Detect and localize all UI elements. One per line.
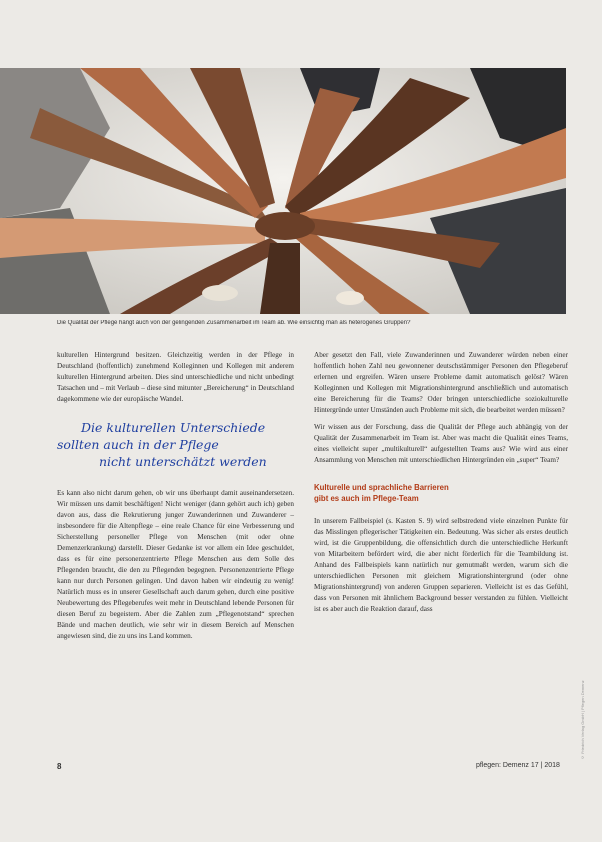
hands-stacked-photo — [0, 68, 566, 314]
photo-caption: Die Qualität der Pflege hängt auch von der gelingenden Zusammenarbeit im Team ab. Wie einsichtig man als heterogenes Gruppen? — [57, 320, 411, 326]
hands-photo-illustration — [0, 68, 566, 314]
pull-quote — [57, 419, 294, 470]
right-column — [314, 350, 568, 621]
right-paragraph-3: In unserem Fallbeispiel (s. Kasten S. 9) wird selbstredend viele einzelnen Punkte für das Misslingen pflegerischer Tätigkeiten ein. Bedeutung. Was sicher als erstes deutlich wird, ist die Gruppenbildung, die offensichtlich durch die unterschiedliche Herkunft von Mitarbeitern befördert wird, die aber nicht förderlich für die Teambildung ist. Anhand des Fallbeispiels kann natürlich nur gemutmaßt werden, warum sich die unterschiedlichen Personen mit gleichem Migrationshintergrund (oder ohne Migrationshintergrund) von anderen Gruppen separieren. Vielleicht ist es das Gefühl, dass von Personen mit ähnlichem Background besser verstanden zu fühlen. Vielleicht ist es aber auch die Reaktion darauf, dass — [314, 517, 568, 613]
right-paragraph-1: Aber gesetzt den Fall, viele Zuwanderinnen und Zuwanderer würden neben einer hoffentlich hohen Zahl neu gewonnener deutschstämmiger Personen den Pflegeberuf erlernen und ergreifen. Wären unsere Probleme damit automatisch gelöst? Wären Kolleginnen und Kollegen mit Migrationshintergrund anschließlich und automatisch eine Bereicherung für die Teams? Oder bringen unterschiedliche soziokulturelle Hintergründe unter Umständen auch Probleme mit sich, die bearbeitet werden müssen? — [314, 351, 568, 414]
pull-quote-line-1: Die kulturellen Unterschiede — [81, 420, 266, 435]
side-copyright-note: © Friedrich Verlag GmbH | Pflegen Demenz — [580, 680, 585, 760]
section-subheading — [314, 482, 568, 504]
subheading-line-1: Kulturelle und sprachliche Barrieren — [314, 483, 449, 492]
pull-quote-line-3: nicht unterschätzt werden — [99, 454, 267, 469]
journal-name: pflegen: Demenz 17 | 2018 — [476, 762, 560, 769]
pull-quote-line-2: sollten auch in der Pflege — [57, 437, 219, 452]
left-paragraph-1: kulturellen Hintergrund besitzen. Gleichzeitig werden in der Pflege in Deutschland (hoffentlich) zunehmend Kolleginnen und Kollegen mit anderem kulturellen Hintergrund arbeiten. Dies sind unterschiedliche und nicht unbedingt Tatsachen und – mit Verlaub – diese sind mitunter „Bereicherung“ in Deutschland dagekommene wie der europäische Wandel. — [57, 351, 294, 403]
left-column — [57, 350, 294, 648]
left-paragraph-2: Es kann also nicht darum gehen, ob wir uns überhaupt damit auseinandersetzen. Wir müssen uns damit beschäftigen! Nicht weniger (dann gehört auch ich) geben davon aus, dass die Rekrutierung junger Zuwanderinnen und Zuwanderer – insbesondere für die Altenpflege – eine reale Chance für eine Verbesserung und Sicherstellung personeller Pflege von Menschen (mit oder ohne Demenzerkrankung) darstellt. Dieser Gedanke ist vor allem ein Idee geschuldet, dass es für eine personenzentrierte Pflege Menschen aus dem Solle des Pflegenden braucht, die den zu Pflegenden begegnen. Personenzentrierte Pflege kann nur durch Personen gelingen. Und davon haben wir eindeutig zu wenig! Natürlich muss es in unserer Gesellschaft auch darum gehen, durch eine positive Neubewertung des Pflegeberufes weit mehr in Deutschland lebende Personen für diesen Beruf zu begeistern. Aber die Zahlen zum „Pflegenotstand“ sprechen Bände und machen deutlich, wie sehr wir in diesem Bereich auf Menschen angewiesen sind, die zu uns ins Land kommen. — [57, 489, 294, 640]
page-number: 8 — [57, 762, 62, 771]
subheading-line-2: gibt es auch im Pflege-Team — [314, 494, 419, 503]
right-paragraph-2: Wir wissen aus der Forschung, dass die Qualität der Pflege auch abhängig von der Qualität der Zusammenarbeit im Team ist. Aber was macht die Qualität eines Teams, eines vielleicht super „multikulturell“ aufgestellten Teams aus? Wie wird aus einer Ansammlung von Menschen mit unterschiedlichen Hintergründen ein „super“ Team? — [314, 423, 568, 464]
